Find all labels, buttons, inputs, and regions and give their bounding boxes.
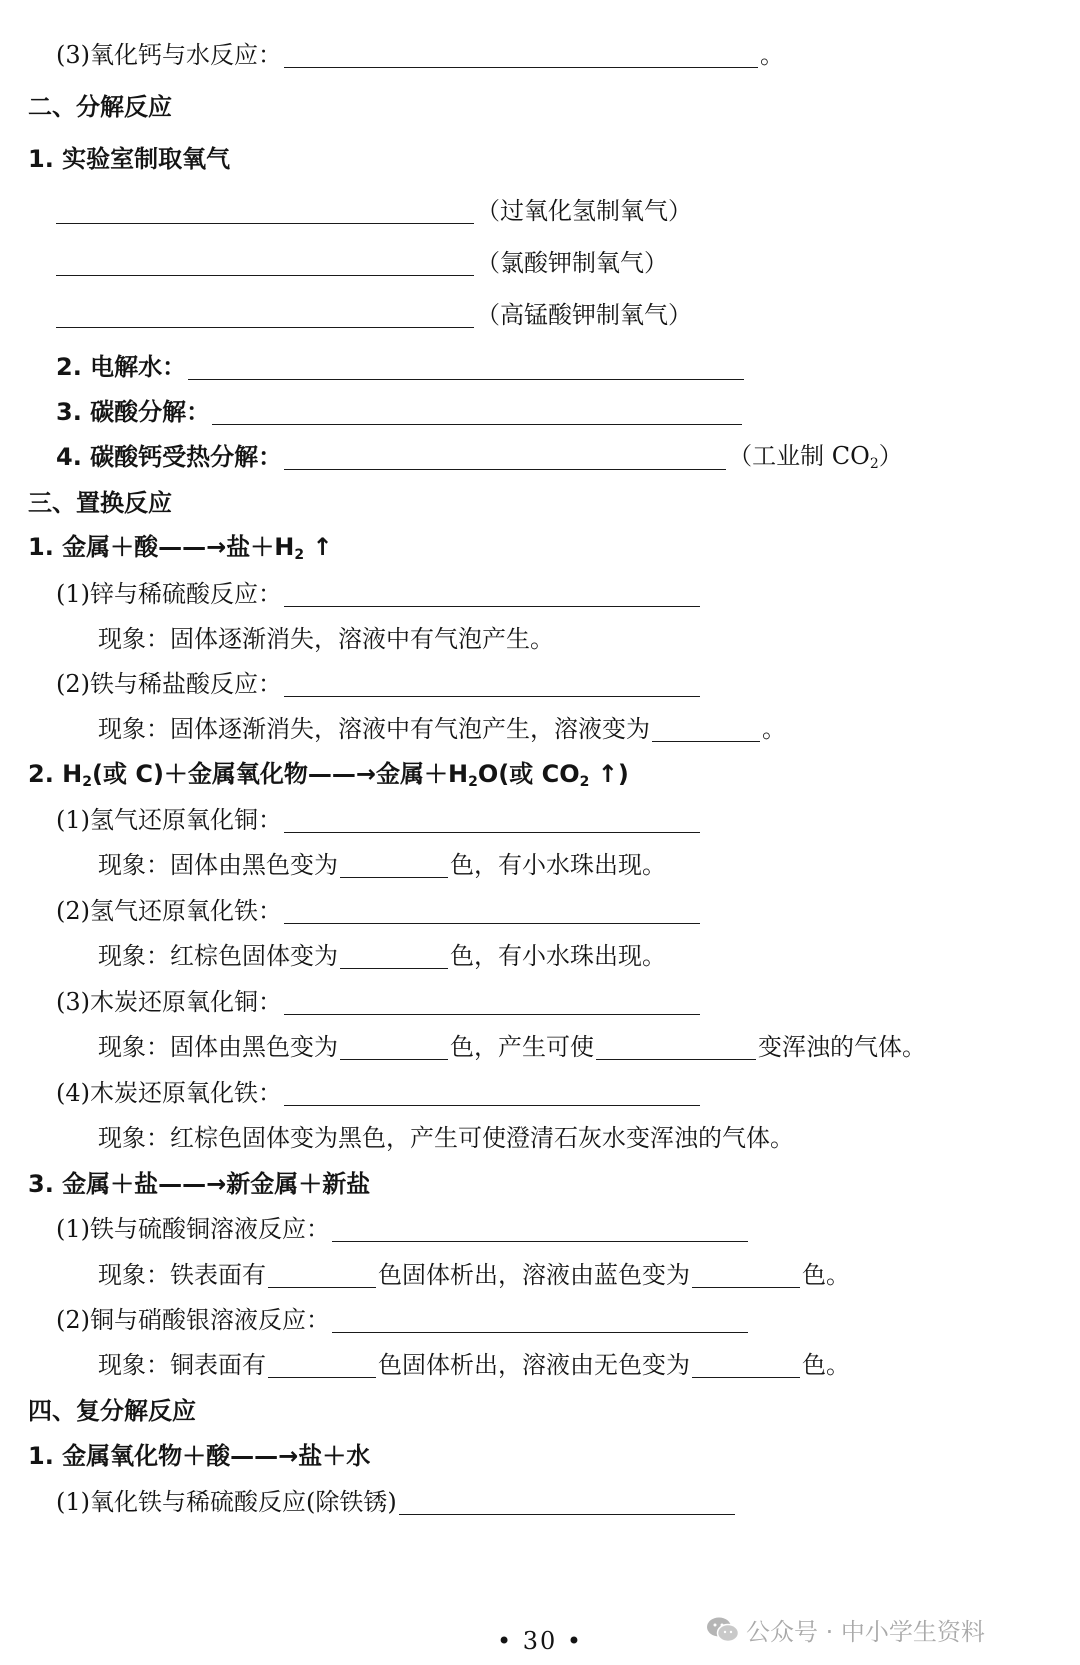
note: （氯酸钾制氧气） bbox=[476, 248, 668, 277]
phenomenon-text: 现象：铜表面有 bbox=[98, 1350, 266, 1379]
question-text: (1)铁与硫酸铜溶液反应： bbox=[56, 1214, 330, 1243]
answer-blank[interactable] bbox=[596, 1029, 756, 1060]
note: （过氧化氢制氧气） bbox=[476, 196, 692, 225]
phenomenon-text: 色，有小水珠出现。 bbox=[450, 850, 666, 879]
answer-blank[interactable] bbox=[56, 245, 474, 276]
subsection-title: 4. 碳酸钙受热分解： bbox=[56, 442, 283, 471]
section-double-displacement bbox=[0, 1388, 1080, 1428]
subsection-title: 3. 碳酸分解： bbox=[56, 397, 211, 426]
answer-blank[interactable] bbox=[284, 893, 700, 924]
p-h2-cuo bbox=[0, 842, 1080, 882]
q-h2-fe2o3 bbox=[0, 888, 1080, 928]
q-fe2o3-h2so4 bbox=[0, 1479, 1080, 1519]
q-h2-cuo bbox=[0, 797, 1080, 837]
phenomenon-text: 现象：固体由黑色变为 bbox=[98, 1032, 338, 1061]
sub-metal-oxide-acid bbox=[0, 1433, 1080, 1473]
q-c-cuo bbox=[0, 979, 1080, 1019]
sub-lab-oxygen bbox=[0, 136, 1080, 176]
question-text: (2)铁与稀盐酸反应： bbox=[56, 669, 282, 698]
note: （工业制 $CO_2$） bbox=[728, 442, 903, 472]
answer-blank[interactable] bbox=[284, 439, 726, 470]
phenomenon-text: 现象：固体逐渐消失，溶液中有气泡产生。 bbox=[98, 624, 554, 653]
q-c-fe2o3 bbox=[0, 1070, 1080, 1110]
question-text: (1)锌与稀硫酸反应： bbox=[56, 579, 282, 608]
punct: 。 bbox=[762, 714, 786, 743]
answer-blank[interactable] bbox=[56, 193, 474, 224]
question-text: (1)氧化铁与稀硫酸反应(除铁锈) bbox=[56, 1487, 397, 1516]
q-iron-hcl bbox=[0, 661, 1080, 701]
answer-blank[interactable] bbox=[56, 297, 474, 328]
subsection-title: 1. 实验室制取氧气 bbox=[28, 144, 231, 173]
p-fe-cuso4 bbox=[0, 1252, 1080, 1292]
subsection-title: 1. 金属＋酸——→盐$+H_2$ ↑ bbox=[28, 533, 333, 563]
answer-blank[interactable] bbox=[332, 1302, 748, 1333]
sub-metal-acid bbox=[0, 525, 1080, 565]
note: （高锰酸钾制氧气） bbox=[476, 300, 692, 329]
answer-blank[interactable] bbox=[284, 37, 758, 68]
q-fe-cuso4 bbox=[0, 1206, 1080, 1246]
q-h2o2-oxygen bbox=[0, 188, 1080, 228]
section-decomposition bbox=[0, 84, 1080, 124]
p-iron-hcl bbox=[0, 706, 1080, 746]
phenomenon-text: 色。 bbox=[802, 1350, 850, 1379]
answer-blank[interactable] bbox=[284, 576, 700, 607]
question-text: (3)木炭还原氧化铜： bbox=[56, 987, 282, 1016]
answer-blank[interactable] bbox=[284, 802, 700, 833]
answer-blank[interactable] bbox=[268, 1257, 376, 1288]
q-kclo3-oxygen bbox=[0, 240, 1080, 280]
phenomenon-text: 色，有小水珠出现。 bbox=[450, 941, 666, 970]
p-h2-fe2o3 bbox=[0, 933, 1080, 973]
p-c-cuo bbox=[0, 1024, 1080, 1064]
watermark bbox=[706, 1612, 985, 1647]
question-text: (1)氢气还原氧化铜： bbox=[56, 805, 282, 834]
punct: 。 bbox=[760, 40, 784, 69]
answer-blank[interactable] bbox=[340, 938, 448, 969]
phenomenon-text: 色，产生可使 bbox=[450, 1032, 594, 1061]
answer-blank[interactable] bbox=[340, 1029, 448, 1060]
q-carbonic-acid bbox=[0, 389, 1080, 429]
phenomenon-text: 现象：红棕色固体变为黑色，产生可使澄清石灰水变浑浊的气体。 bbox=[98, 1123, 794, 1152]
phenomenon-text: 现象：固体由黑色变为 bbox=[98, 850, 338, 879]
question-text: (2)氢气还原氧化铁： bbox=[56, 896, 282, 925]
section-title: 二、分解反应 bbox=[28, 92, 172, 121]
q-zinc-sulfuric bbox=[0, 571, 1080, 611]
p-cu-agno3 bbox=[0, 1342, 1080, 1382]
sub-metal-salt bbox=[0, 1161, 1080, 1201]
answer-blank[interactable] bbox=[284, 1075, 700, 1106]
section-displacement bbox=[0, 480, 1080, 520]
question-text: (2)铜与硝酸银溶液反应： bbox=[56, 1305, 330, 1334]
answer-blank[interactable] bbox=[652, 711, 760, 742]
section-title: 三、置换反应 bbox=[28, 488, 172, 517]
section-title: 四、复分解反应 bbox=[28, 1396, 196, 1425]
question-text: (3)氧化钙与水反应： bbox=[56, 40, 282, 69]
answer-blank[interactable] bbox=[284, 666, 700, 697]
question-text: (4)木炭还原氧化铁： bbox=[56, 1078, 282, 1107]
watermark-text: 公众号 · 中小学生资料 bbox=[746, 1618, 985, 1646]
subsection-title: 1. 金属氧化物＋酸——→盐＋水 bbox=[28, 1441, 371, 1470]
phenomenon-text: 现象：铁表面有 bbox=[98, 1260, 266, 1289]
phenomenon-text: 现象：固体逐渐消失，溶液中有气泡产生，溶液变为 bbox=[98, 714, 650, 743]
q-calcium-carbonate bbox=[0, 434, 1080, 474]
sub-h2-metal-oxide bbox=[0, 752, 1080, 792]
phenomenon-text: 色固体析出，溶液由蓝色变为 bbox=[378, 1260, 690, 1289]
phenomenon-text: 变浑浊的气体。 bbox=[758, 1032, 926, 1061]
subsection-title: 2. $H_2$(或 C)＋金属氧化物——→金属$+H_2O$(或 $CO_2$ ↑) bbox=[28, 760, 629, 790]
answer-blank[interactable] bbox=[212, 394, 742, 425]
answer-blank[interactable] bbox=[340, 847, 448, 878]
q-kmno4-oxygen bbox=[0, 292, 1080, 332]
wechat-icon bbox=[706, 1616, 740, 1644]
answer-blank[interactable] bbox=[268, 1347, 376, 1378]
answer-blank[interactable] bbox=[399, 1484, 735, 1515]
subsection-title: 2. 电解水： bbox=[56, 352, 187, 381]
phenomenon-text: 色固体析出，溶液由无色变为 bbox=[378, 1350, 690, 1379]
p-zinc-sulfuric bbox=[0, 616, 1080, 656]
q-calcium-oxide-water bbox=[0, 32, 1080, 72]
phenomenon-text: 色。 bbox=[802, 1260, 850, 1289]
subsection-title: 3. 金属＋盐——→新金属＋新盐 bbox=[28, 1169, 371, 1198]
answer-blank[interactable] bbox=[332, 1211, 748, 1242]
answer-blank[interactable] bbox=[284, 984, 700, 1015]
q-electrolysis bbox=[0, 344, 1080, 384]
answer-blank[interactable] bbox=[692, 1257, 800, 1288]
answer-blank[interactable] bbox=[188, 349, 744, 380]
answer-blank[interactable] bbox=[692, 1347, 800, 1378]
page-number: • 30 • bbox=[496, 1627, 584, 1655]
phenomenon-text: 现象：红棕色固体变为 bbox=[98, 941, 338, 970]
q-cu-agno3 bbox=[0, 1297, 1080, 1337]
p-c-fe2o3 bbox=[0, 1115, 1080, 1155]
